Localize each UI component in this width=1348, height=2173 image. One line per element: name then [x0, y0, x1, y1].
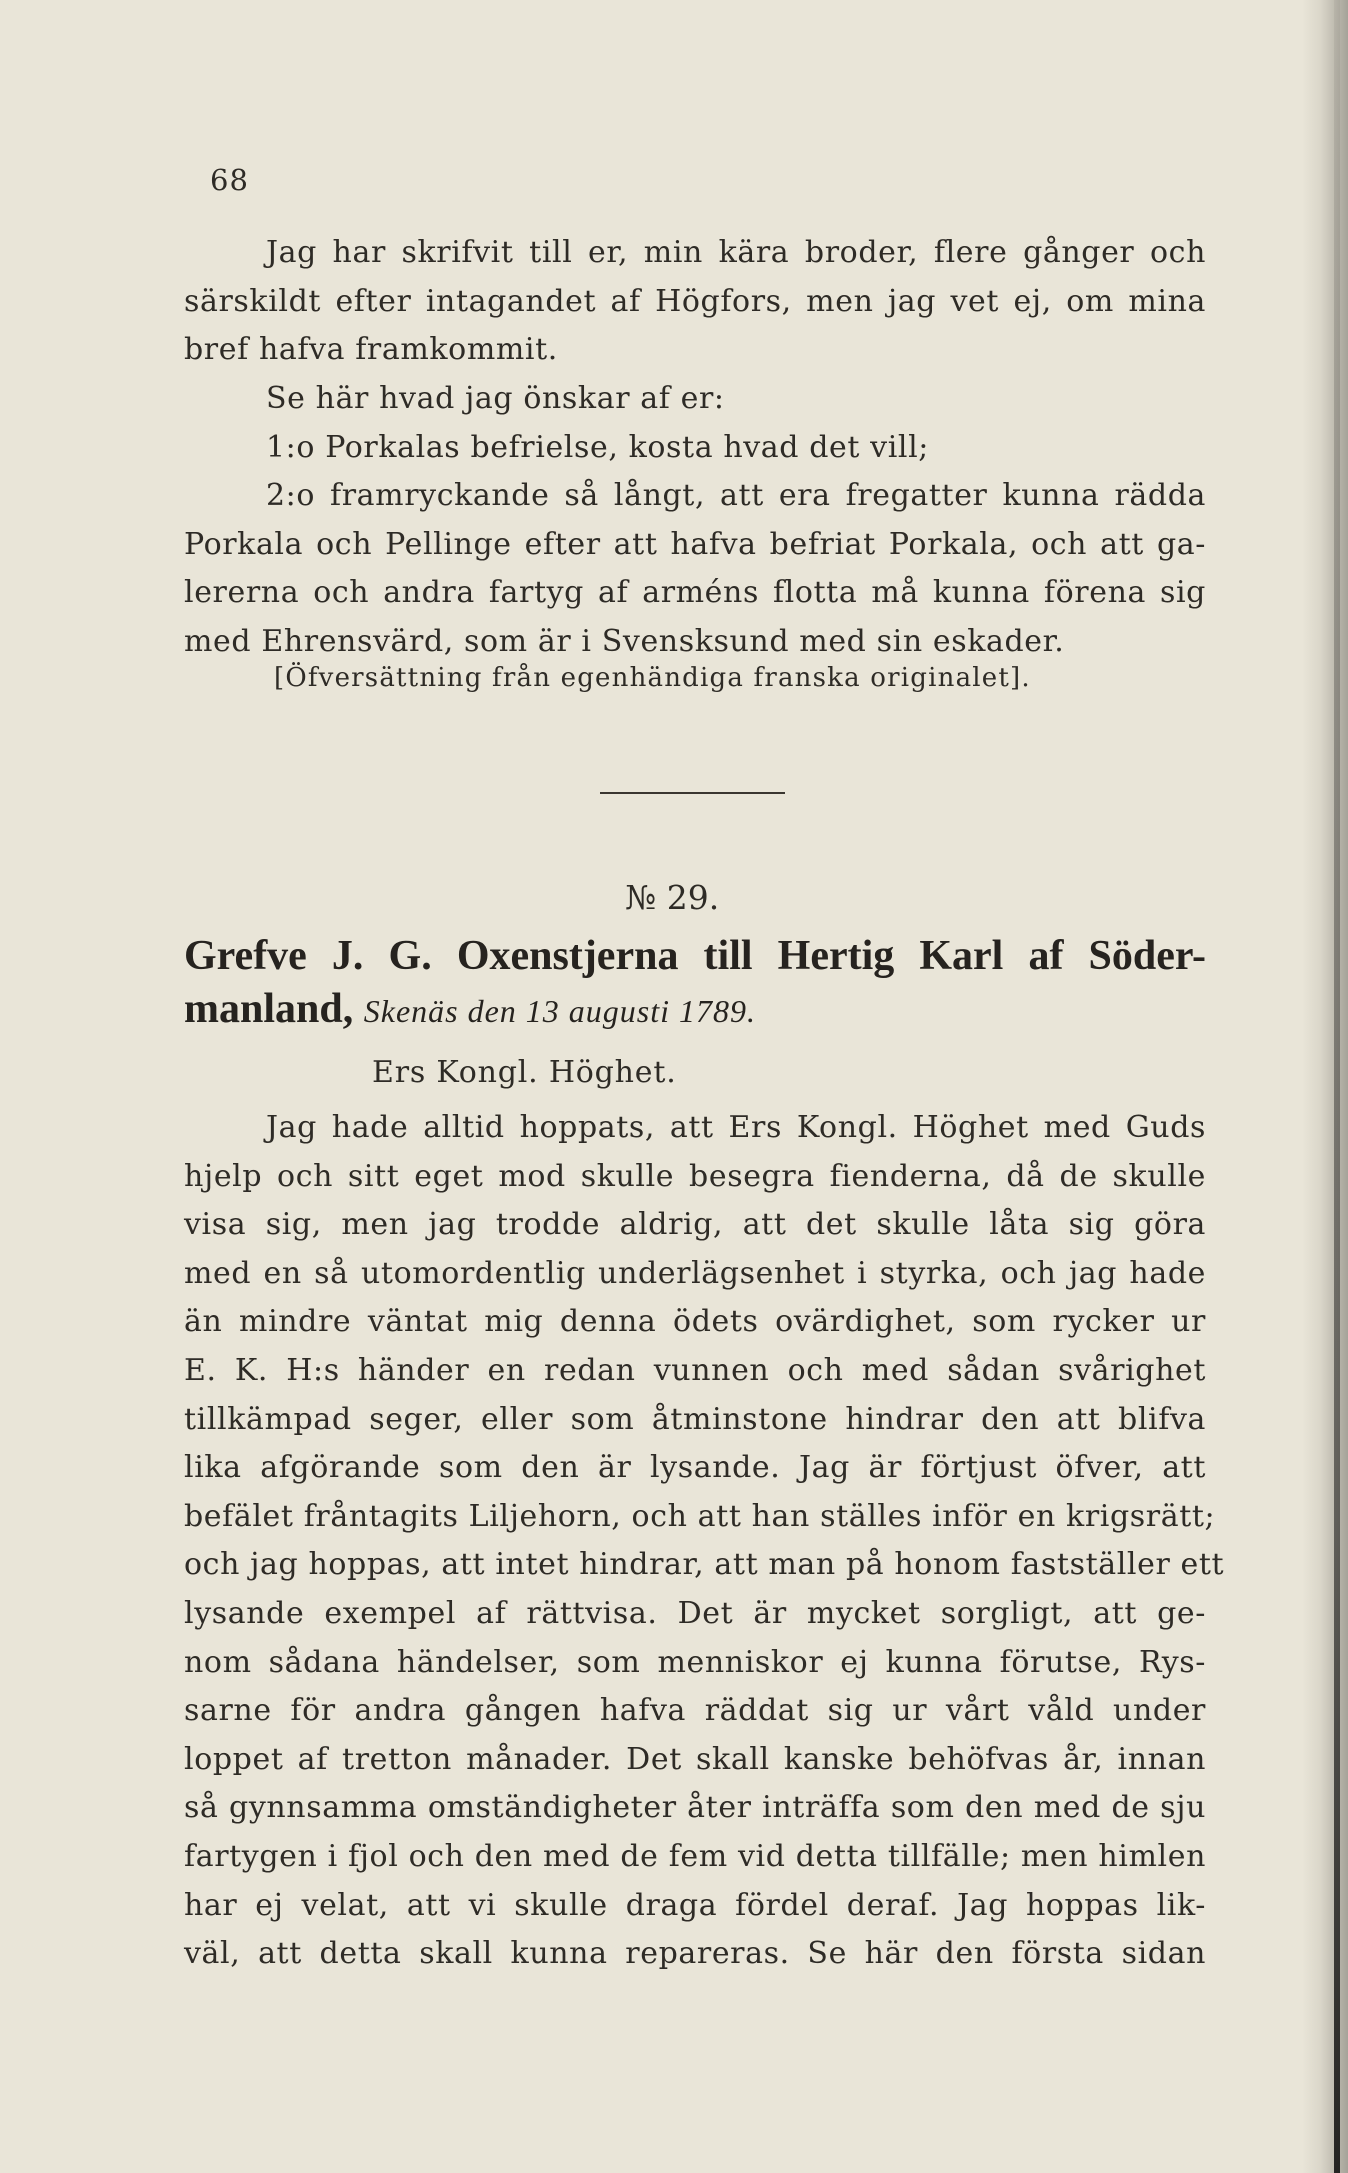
text-line: hjelp och sitt eget mod skulle besegra fienderna, då de skulle — [184, 1158, 1206, 1194]
page-edge-shadow — [1302, 0, 1348, 2173]
text-line: med Ehrensvärd, som är i Svensksund med sin eskader. — [184, 623, 1065, 659]
letter-salutation: Ers Kongl. Höghet. — [372, 1055, 677, 1090]
text-line: och jag hoppas, att intet hindrar, att man på honom fastställer ett — [184, 1547, 1225, 1583]
text-line: så gynnsamma omständigheter åter inträffa som den med de sju — [184, 1790, 1206, 1826]
letter-dateline: Skenäs den 13 augusti 1789. — [363, 993, 757, 1029]
page-number: 68 — [210, 163, 249, 197]
letter-heading — [184, 930, 1206, 1038]
text-line: har ej velat, att vi skulle draga fördel deraf. Jag hoppas lik- — [184, 1887, 1206, 1923]
text-line: fartygen i fjol och den med de fem vid detta tillfälle; men himlen — [184, 1838, 1206, 1874]
text-line: tillkämpad seger, eller som åtminstone hindrar den att blifva — [184, 1401, 1206, 1437]
text-line: nom sådana händelser, som menniskor ej kunna förutse, Rys- — [184, 1644, 1206, 1680]
text-line: Jag har skrifvit till er, min kära broder, flere gånger och — [266, 235, 1206, 270]
letter-title-recipient: manland, — [184, 986, 354, 1032]
intro-item-1 — [184, 424, 1206, 473]
letter-number: № 29. — [625, 878, 720, 917]
text-line: sarne för andra gången hafva räddat sig ur vårt våld under — [184, 1693, 1206, 1729]
text-line: befälet fråntagits Liljehorn, och att han ställes inför en krigsrätt; — [184, 1498, 1216, 1534]
text-line: loppet af tretton månader. Det skall kanske behöfvas år, innan — [184, 1741, 1206, 1777]
text-line: lererna och andra fartyg af arméns flotta må kunna förena sig — [184, 575, 1206, 611]
translation-note: [Öfversättning från egenhändiga franska originalet]. — [274, 663, 1031, 693]
text-line: Jag hade alltid hoppats, att Ers Kongl. Höghet med Guds — [266, 1110, 1206, 1145]
text-line: med en så utomordentlig underlägsenhet i styrka, och jag hade — [184, 1255, 1206, 1291]
text-line: Porkala och Pellinge efter att hafva befriat Porkala, och att ga- — [184, 526, 1206, 562]
letter-title-line-2 — [184, 983, 1206, 1038]
text-line: lysande exempel af rättvisa. Det är mycket sorgligt, att ge- — [184, 1595, 1206, 1631]
text-line: 2:o framryckande så långt, att era fregatter kunna rädda — [266, 478, 1206, 513]
text-line: visa sig, men jag trodde aldrig, att det skulle låta sig göra — [184, 1207, 1206, 1243]
letter-body — [184, 1104, 1225, 1979]
intro-paragraph-1 — [184, 229, 1206, 375]
section-divider — [600, 792, 785, 794]
letter-title-line-1: Grefve J. G. Oxenstjerna till Hertig Karl af Söder- — [184, 933, 1206, 979]
text-line: än mindre väntat mig denna ödets ovärdighet, som rycker ur — [184, 1304, 1206, 1340]
text-line: E. K. H:s händer en redan vunnen och med sådan svårighet — [184, 1352, 1206, 1388]
intro-paragraph-2 — [184, 375, 1206, 424]
text-line: 1:o Porkalas befrielse, kosta hvad det vill; — [266, 430, 930, 465]
text-line: bref hafva framkommit. — [184, 332, 558, 368]
page-edge-binding — [1334, 0, 1340, 2173]
intro-item-2 — [184, 472, 1206, 666]
text-line: särskildt efter intagandet af Högfors, men jag vet ej, om mina — [184, 283, 1206, 319]
text-line: Se här hvad jag önskar af er: — [266, 381, 725, 416]
text-line: väl, att detta skall kunna repareras. Se här den första sidan — [184, 1936, 1206, 1972]
text-line: lika afgörande som den är lysande. Jag är förtjust öfver, att — [184, 1450, 1206, 1486]
